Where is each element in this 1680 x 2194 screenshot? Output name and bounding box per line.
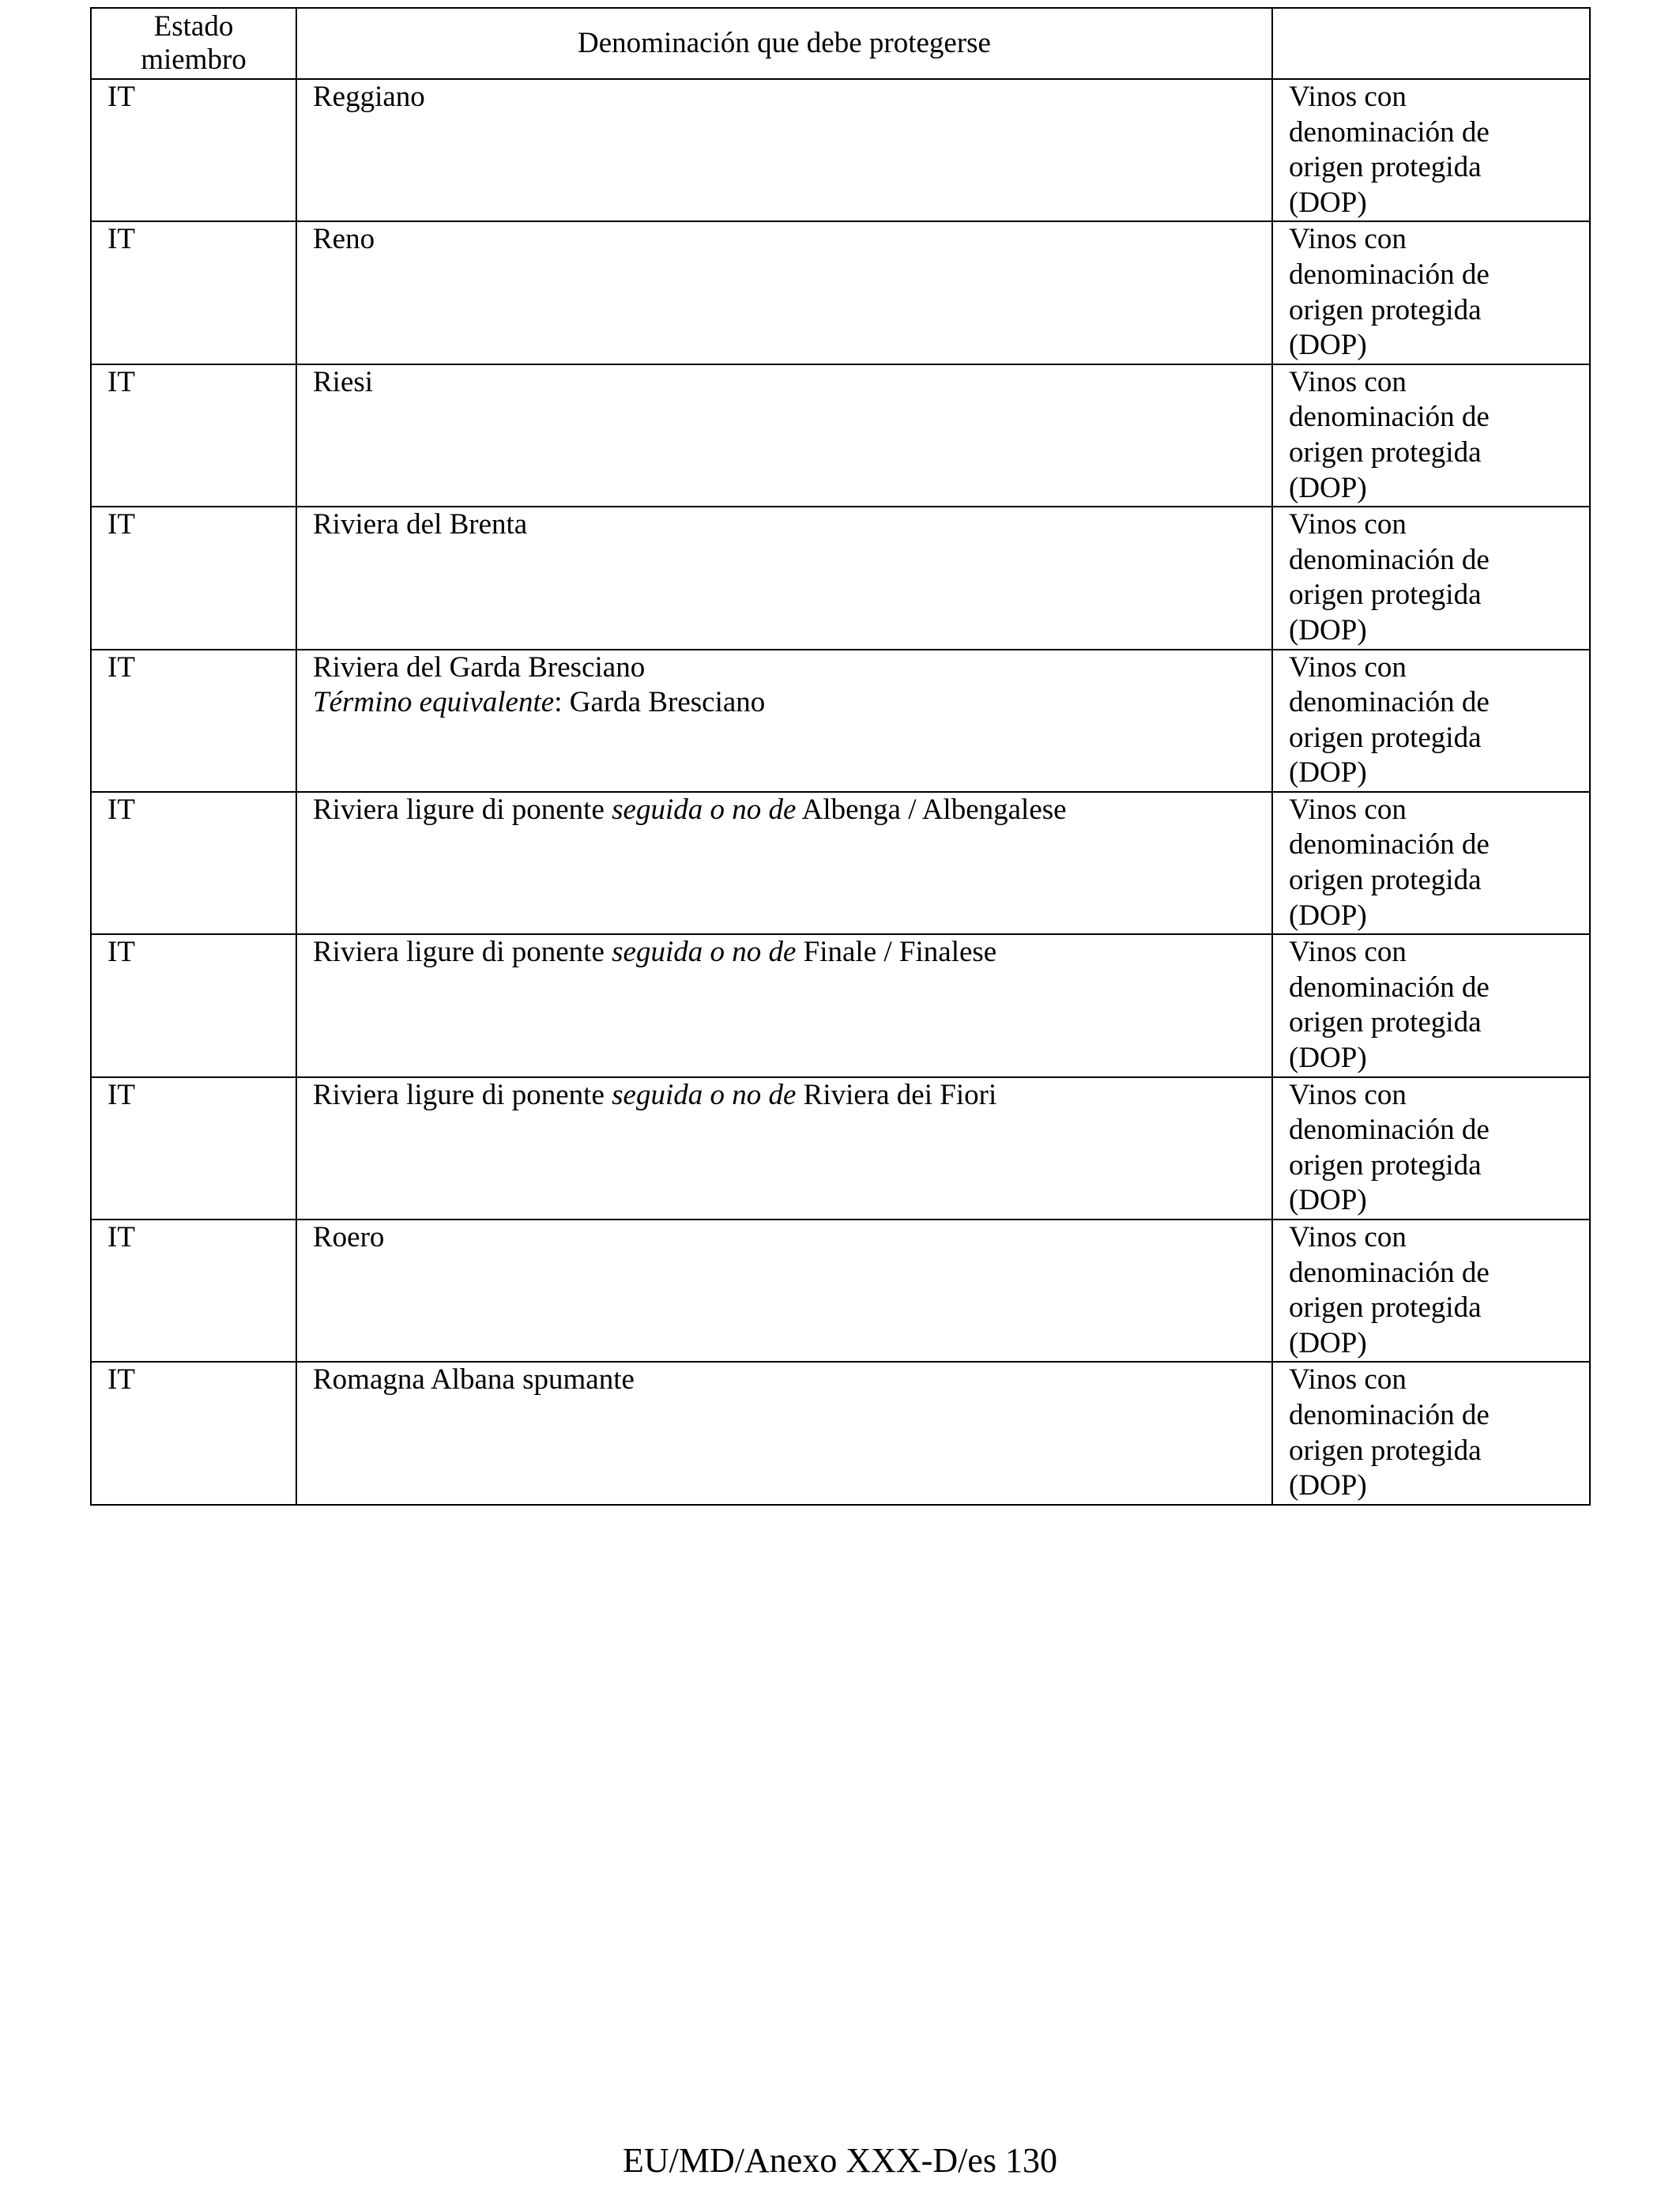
category-line: denominación de: [1289, 1114, 1490, 1147]
category-line: (DOP): [1289, 613, 1367, 647]
denomination-text: Finale / Finalese: [796, 936, 997, 969]
category-line: (DOP): [1289, 1469, 1367, 1502]
table-header: [91, 8, 1590, 79]
denomination-text: Riviera del Garda Bresciano: [313, 650, 646, 684]
denomination-qualifier: seguida o no de: [612, 1078, 797, 1111]
cell-member-state: IT: [91, 1077, 296, 1220]
category-line: denominación de: [1289, 828, 1490, 861]
denomination-text: Reno: [313, 223, 375, 256]
category-line: denominación de: [1289, 543, 1490, 576]
category-line: (DOP): [1289, 756, 1367, 790]
cell-member-state: IT: [91, 934, 296, 1076]
category-line: Vinos con: [1289, 508, 1407, 541]
category-line: denominación de: [1289, 401, 1490, 434]
category-line: origen protegida: [1289, 1006, 1482, 1039]
cell-denomination: [296, 79, 1272, 221]
denomination-text: Albenga / Albengalese: [796, 793, 1067, 826]
table-row: [91, 650, 1590, 792]
denomination-qualifier: seguida o no de: [612, 936, 797, 969]
category-line: denominación de: [1289, 258, 1490, 291]
category-line: denominación de: [1289, 686, 1490, 719]
denomination-line: [313, 222, 1256, 258]
cell-category: [1272, 221, 1590, 364]
category-line: Vinos con: [1289, 223, 1407, 256]
category-line: origen protegida: [1289, 864, 1482, 897]
denomination-text: Roero: [313, 1221, 385, 1253]
denomination-line: [313, 1220, 1256, 1256]
equivalent-term-text: : Garda Bresciano: [554, 686, 766, 719]
cell-denomination: [296, 1362, 1272, 1504]
cell-member-state: IT: [91, 1362, 296, 1504]
denomination-line: [313, 935, 1256, 971]
denomination-text: Riviera ligure di ponente: [313, 1078, 612, 1111]
category-line: Vinos con: [1289, 81, 1407, 113]
denomination-text: Riesi: [313, 365, 374, 398]
header-member-state-line2: miembro: [141, 43, 247, 76]
category-line: Vinos con: [1289, 1078, 1407, 1111]
table-row: [91, 79, 1590, 221]
category-line: origen protegida: [1289, 721, 1482, 754]
table-row: [91, 1220, 1590, 1362]
denomination-line: [313, 80, 1256, 115]
denomination-line: [313, 365, 1256, 401]
category-line: origen protegida: [1289, 151, 1482, 184]
cell-member-state: IT: [91, 507, 296, 649]
cell-member-state: IT: [91, 650, 296, 792]
header-denomination: Denominación que debe protegerse: [296, 8, 1272, 79]
category-line: (DOP): [1289, 1042, 1367, 1075]
cell-denomination: [296, 221, 1272, 364]
cell-category: [1272, 650, 1590, 792]
cell-denomination: [296, 650, 1272, 792]
equivalent-term-line: [313, 685, 1256, 721]
denomination-qualifier: seguida o no de: [612, 793, 797, 826]
denominations-table: [90, 7, 1591, 1506]
cell-member-state: IT: [91, 221, 296, 364]
category-line: Vinos con: [1289, 1221, 1407, 1253]
cell-denomination: [296, 1077, 1272, 1220]
category-line: Vinos con: [1289, 365, 1407, 398]
category-line: denominación de: [1289, 971, 1490, 1004]
category-line: (DOP): [1289, 186, 1367, 219]
cell-category: [1272, 792, 1590, 934]
cell-denomination: [296, 934, 1272, 1076]
page-footer-reference: EU/MD/Anexo XXX-D/es 130: [623, 2141, 1057, 2180]
denomination-line: [313, 650, 1256, 686]
cell-category: [1272, 79, 1590, 221]
cell-category: [1272, 934, 1590, 1076]
table-row: [91, 364, 1590, 507]
cell-category: [1272, 1362, 1590, 1504]
cell-member-state: IT: [91, 364, 296, 507]
equivalent-term-label: Término equivalente: [313, 686, 555, 719]
cell-member-state: IT: [91, 792, 296, 934]
category-line: denominación de: [1289, 115, 1490, 149]
category-line: denominación de: [1289, 1398, 1490, 1431]
cell-denomination: [296, 364, 1272, 507]
category-line: Vinos con: [1289, 793, 1407, 826]
cell-category: [1272, 1220, 1590, 1362]
denomination-text: Reggiano: [313, 81, 425, 113]
category-line: Vinos con: [1289, 1363, 1407, 1397]
table-row: [91, 1077, 1590, 1220]
category-line: origen protegida: [1289, 435, 1482, 469]
denomination-line: [313, 507, 1256, 543]
table-row: [91, 934, 1590, 1076]
category-line: origen protegida: [1289, 1434, 1482, 1467]
cell-denomination: [296, 792, 1272, 934]
denomination-line: [313, 1363, 1256, 1398]
category-line: denominación de: [1289, 1256, 1490, 1289]
category-line: origen protegida: [1289, 1291, 1482, 1325]
denomination-text: Riviera ligure di ponente: [313, 793, 612, 826]
category-line: (DOP): [1289, 899, 1367, 932]
cell-category: [1272, 1077, 1590, 1220]
cell-denomination: [296, 1220, 1272, 1362]
header-category: [1272, 8, 1590, 79]
denomination-text: Riviera del Brenta: [313, 508, 528, 541]
denomination-text: Riviera ligure di ponente: [313, 936, 612, 969]
header-member-state-line1: Estado: [153, 10, 234, 43]
cell-member-state: IT: [91, 1220, 296, 1362]
cell-denomination: [296, 507, 1272, 649]
category-line: origen protegida: [1289, 579, 1482, 612]
denomination-line: [313, 793, 1256, 828]
category-line: Vinos con: [1289, 650, 1407, 684]
denomination-line: [313, 1078, 1256, 1114]
cell-member-state: IT: [91, 79, 296, 221]
category-line: origen protegida: [1289, 293, 1482, 326]
table-row: [91, 792, 1590, 934]
table-row: [91, 221, 1590, 364]
cell-category: [1272, 364, 1590, 507]
denomination-text: Riviera dei Fiori: [796, 1078, 997, 1111]
category-line: origen protegida: [1289, 1148, 1482, 1182]
denomination-text: Romagna Albana spumante: [313, 1363, 635, 1397]
category-line: Vinos con: [1289, 936, 1407, 969]
cell-category: [1272, 507, 1590, 649]
category-line: (DOP): [1289, 1326, 1367, 1359]
table-row: [91, 1362, 1590, 1504]
category-line: (DOP): [1289, 471, 1367, 504]
header-row: [91, 8, 1590, 79]
category-line: (DOP): [1289, 1184, 1367, 1217]
table-body: [91, 79, 1590, 1505]
table-row: [91, 507, 1590, 649]
header-member-state: [91, 8, 296, 79]
category-line: (DOP): [1289, 329, 1367, 362]
